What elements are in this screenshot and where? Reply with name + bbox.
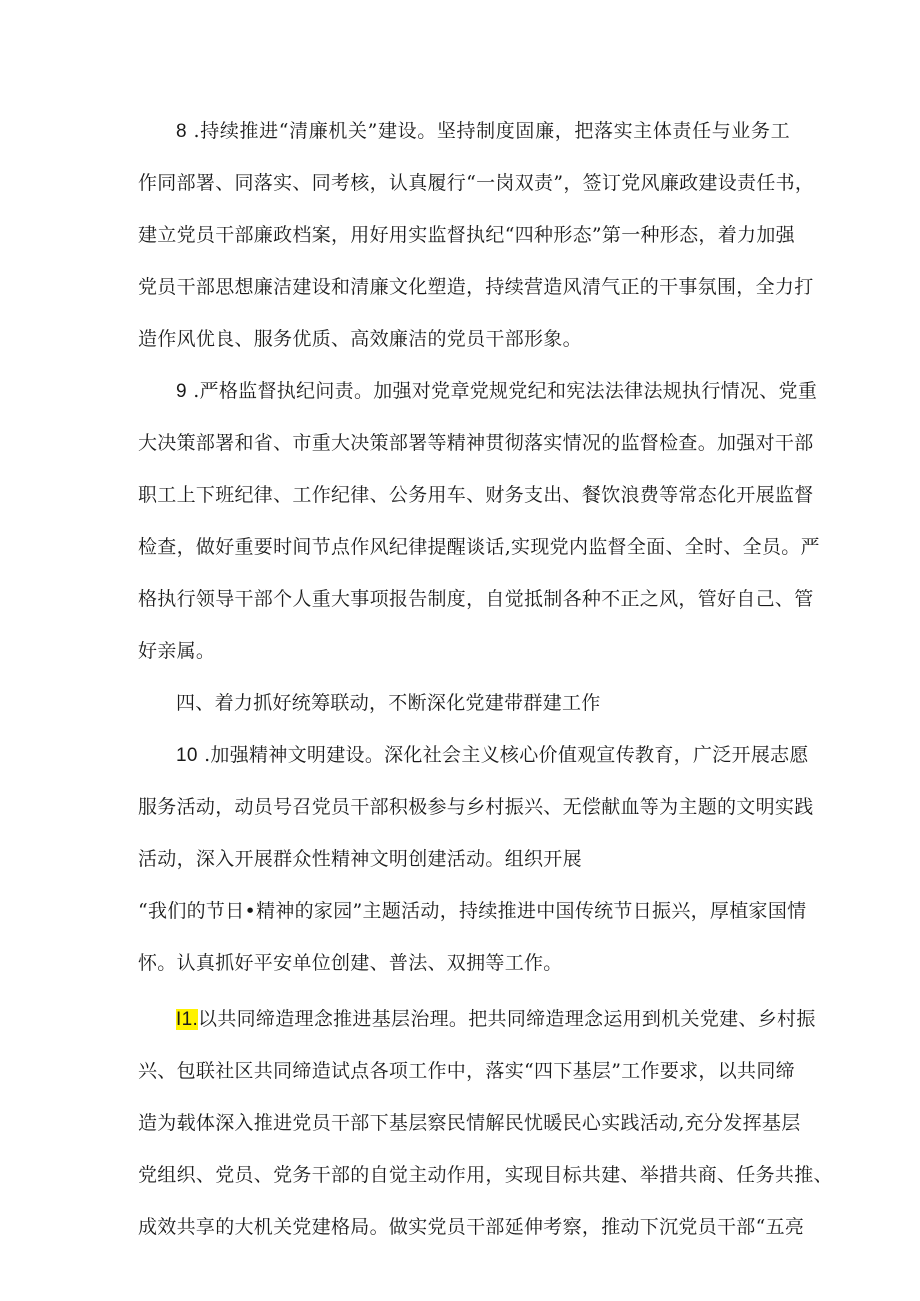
paragraph-9-line-5: 格执行领导干部个人重大事项报告制度，自觉抵制各种不正之风，管好自己、管 (138, 588, 814, 610)
paragraph-number-highlighted: I1. (176, 1009, 199, 1030)
paragraph-number: 10 (176, 745, 198, 766)
paragraph-9-line-3: 职工上下班纪律、工作纪律、公务用车、财务支出、餐饮浪费等常态化开展监督 (138, 484, 814, 506)
paragraph-number: 9 (176, 381, 187, 402)
paragraph-11-line-1: I1.以共同缔造理念推进基层治理。把共同缔造理念运用到机关党建、乡村振 (176, 1008, 816, 1030)
paragraph-11-line-5: 成效共享的大机关党建格局。做实党员干部延伸考察，推动下沉党员干部“五亮 (138, 1216, 805, 1238)
paragraph-9-line-1: 9 .严格监督执纪问责。加强对党章党规党纪和宪法法律法规执行情况、党重 (176, 380, 818, 402)
paragraph-8-line-5: 造作风优良、服务优质、高效廉洁的党员干部形象。 (138, 328, 582, 350)
paragraph-9-line-4: 检查，做好重要时间节点作风纪律提醒谈话,实现党内监督全面、全时、全员。严 (138, 536, 820, 558)
paragraph-10-line-2: 服务活动，动员号召党员干部积极参与乡村振兴、无偿献血等为主题的文明实践 (138, 796, 814, 818)
paragraph-number: 8 (176, 121, 187, 142)
paragraph-11-line-2: 兴、包联社区共同缔造试点各项工作中，落实“四下基层”工作要求，以共同缔 (138, 1060, 795, 1082)
section-heading: 四、着力抓好统筹联动，不断深化党建带群建工作 (176, 692, 601, 714)
paragraph-8-line-1: 8 .持续推进“清廉机关”建设。坚持制度固廉，把落实主体责任与业务工 (176, 120, 790, 142)
paragraph-10-line-1: 10 .加强精神文明建设。深化社会主义核心价值观宣传教育，广泛开展志愿 (176, 744, 809, 766)
paragraph-11-line-3: 造为载体深入推进党员干部下基层察民情解民忧暖民心实践活动,充分发挥基层 (138, 1112, 801, 1134)
paragraph-8-line-3: 建立党员干部廉政档案，用好用实监督执纪“四种形态”第一种形态，着力加强 (138, 224, 795, 246)
paragraph-8-line-4: 党员干部思想廉洁建设和清廉文化塑造，持续营造风清气正的干事氛围，全力打 (138, 276, 814, 298)
paragraph-9-line-2: 大决策部署和省、市重大决策部署等精神贯彻落实情况的监督检查。加强对干部 (138, 432, 814, 454)
paragraph-9-line-6: 好亲属。 (138, 640, 216, 662)
paragraph-10-line-3: 活动，深入开展群众性精神文明创建活动。组织开展 (138, 848, 582, 870)
paragraph-10-line-4: “我们的节日•精神的家园”主题活动，持续推进中国传统节日振兴，厚植家国情 (138, 900, 807, 922)
paragraph-10-line-5: 怀。认真抓好平安单位创建、普法、双拥等工作。 (138, 952, 563, 974)
paragraph-8-line-2: 作同部署、同落实、同考核，认真履行“一岗双责”，签订党风廉政建设责任书， (138, 172, 815, 194)
paragraph-11-line-4: 党组织、党员、党务干部的自觉主动作用，实现目标共建、举措共商、任务共推、 (138, 1164, 833, 1186)
